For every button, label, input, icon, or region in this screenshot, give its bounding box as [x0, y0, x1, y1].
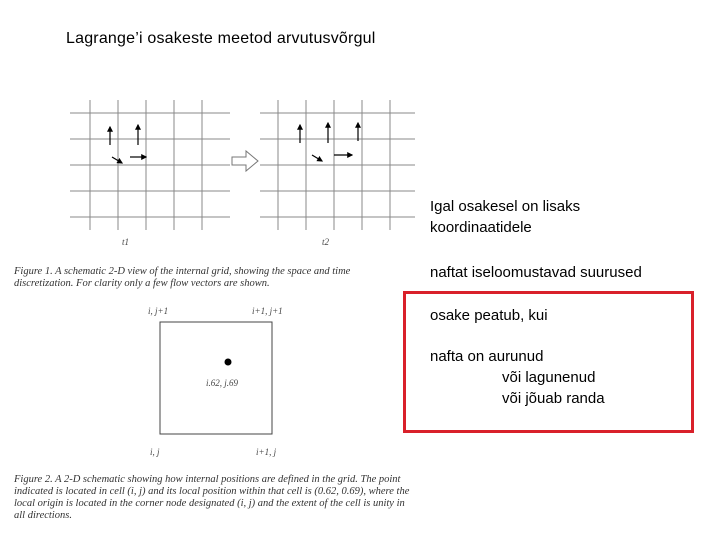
text-line: Igal osakesel on lisaks	[430, 198, 581, 215]
point-label: i.62, j.69	[206, 378, 239, 388]
text-block-stop-condition: osake peatub, kui	[430, 307, 548, 324]
corner-label-top-right: i+1, j+1	[252, 306, 283, 316]
text-line: või lagunenud	[502, 369, 596, 386]
text-block-coordinates	[430, 196, 580, 238]
figure1-label-t2: t2	[322, 237, 330, 247]
text-block-properties: naftat iseloomustavad suurused	[430, 264, 642, 281]
text-block-conditions	[430, 346, 605, 409]
slide-title: Lagrange’i osakeste meetod arvutusvõrgul	[66, 30, 376, 47]
grid-t1	[70, 100, 230, 230]
figure1-caption: Figure 1. A schematic 2-D view of the internal grid, showing the space and time discretization. For clarity only a few flow vectors are shown.	[14, 266, 351, 289]
figure1-label-t1: t1	[122, 237, 130, 247]
figure1-grids	[60, 95, 420, 255]
text-line: või jõuab randa	[502, 390, 605, 407]
text-line: koordinaatidele	[430, 219, 532, 236]
particle-point	[225, 359, 232, 366]
figure2-caption: Figure 2. A 2-D schematic showing how internal positions are defined in the grid. The point indicated is located in cell (i, j) and its local position within that cell is (0.62, 0.69), where the local origin is located in the corner node designated (i, j) and the extent of the cell is unity in all directions.	[14, 474, 410, 521]
figure2-cell	[140, 300, 310, 460]
corner-label-bottom-left: i, j	[150, 447, 160, 457]
flow-vectors-t1	[110, 125, 146, 163]
text-line: nafta on aurunud	[430, 348, 544, 365]
grid-t2	[260, 100, 415, 230]
flow-vectors-t2	[300, 123, 358, 161]
corner-label-top-left: i, j+1	[148, 306, 169, 316]
corner-label-bottom-right: i+1, j	[256, 447, 277, 457]
transition-arrow-icon	[232, 151, 258, 171]
